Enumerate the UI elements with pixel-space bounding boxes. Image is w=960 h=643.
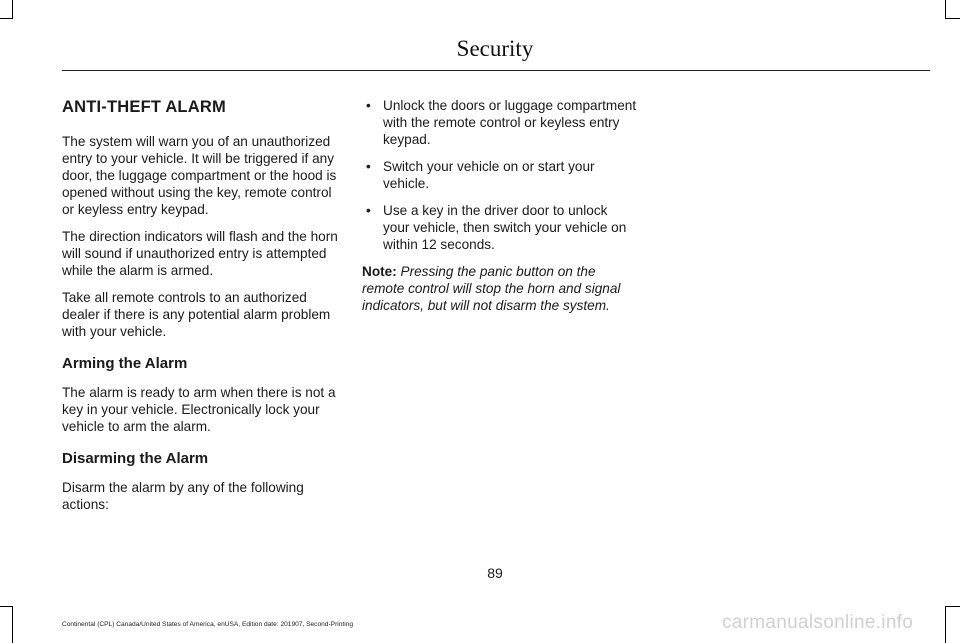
indicator-paragraph: The direction indicators will flash and the horn will sound if unauthorized entry is attempted while the alarm is armed. [62,229,338,278]
intro-paragraph: The system will warn you of an unauthorized entry to your vehicle. It will be triggered if any door, the luggage compartment or the hood is opened without using the key, remote control or keyless entry keypad. [62,134,337,217]
section-heading: ANTI-THEFT ALARM [62,98,226,116]
page-number: 89 [487,565,503,581]
note-text: Pressing the panic button on the remote control will stop the horn and signal indicators, but will not disarm the system. [362,264,621,313]
left-column [62,98,340,523]
disarm-actions-list [362,97,637,253]
crop-mark-top-right [945,0,946,18]
crop-mark-bottom-right [945,606,946,643]
crop-mark-top-right [945,18,960,19]
note-paragraph [362,263,637,314]
page-header-title: Security [456,36,534,61]
dealer-paragraph: Take all remote controls to an authorized dealer if there is any potential alarm problem with your vehicle. [62,290,331,339]
bullet-icon: • [366,159,371,174]
crop-mark-bottom-left [12,606,13,643]
list-item [362,97,637,148]
arming-paragraph: The alarm is ready to arm when there is not a key in your vehicle. Electronically lock your vehicle to arm the alarm. [62,385,336,434]
note-label: Note: [362,264,397,279]
watermark-text: carmanualsonline.info [722,612,914,633]
arming-heading: Arming the Alarm [62,355,188,372]
list-item [362,158,637,192]
disarming-heading: Disarming the Alarm [62,450,209,467]
list-item-text: Switch your vehicle on or start your vehicle. [383,159,595,191]
crop-mark-bottom-right [945,606,960,607]
list-item-text: Unlock the doors or luggage compartment with the remote control or keyless entry keypad. [383,98,637,147]
crop-mark-top-left [12,0,13,18]
footer-edition-text: Continental (CPL) Canada/United States of America, enUSA, Edition date: 201907, Second-Printing [62,621,354,628]
bullet-icon: • [366,203,371,218]
crop-mark-top-left [0,18,13,19]
list-item-text: Use a key in the driver door to unlock your vehicle, then switch your vehicle on within 12 seconds. [383,203,627,252]
disarming-paragraph: Disarm the alarm by any of the following actions: [62,480,304,512]
list-item [362,202,637,253]
right-column [362,97,637,324]
bullet-icon: • [366,98,371,113]
header-divider [62,70,930,71]
